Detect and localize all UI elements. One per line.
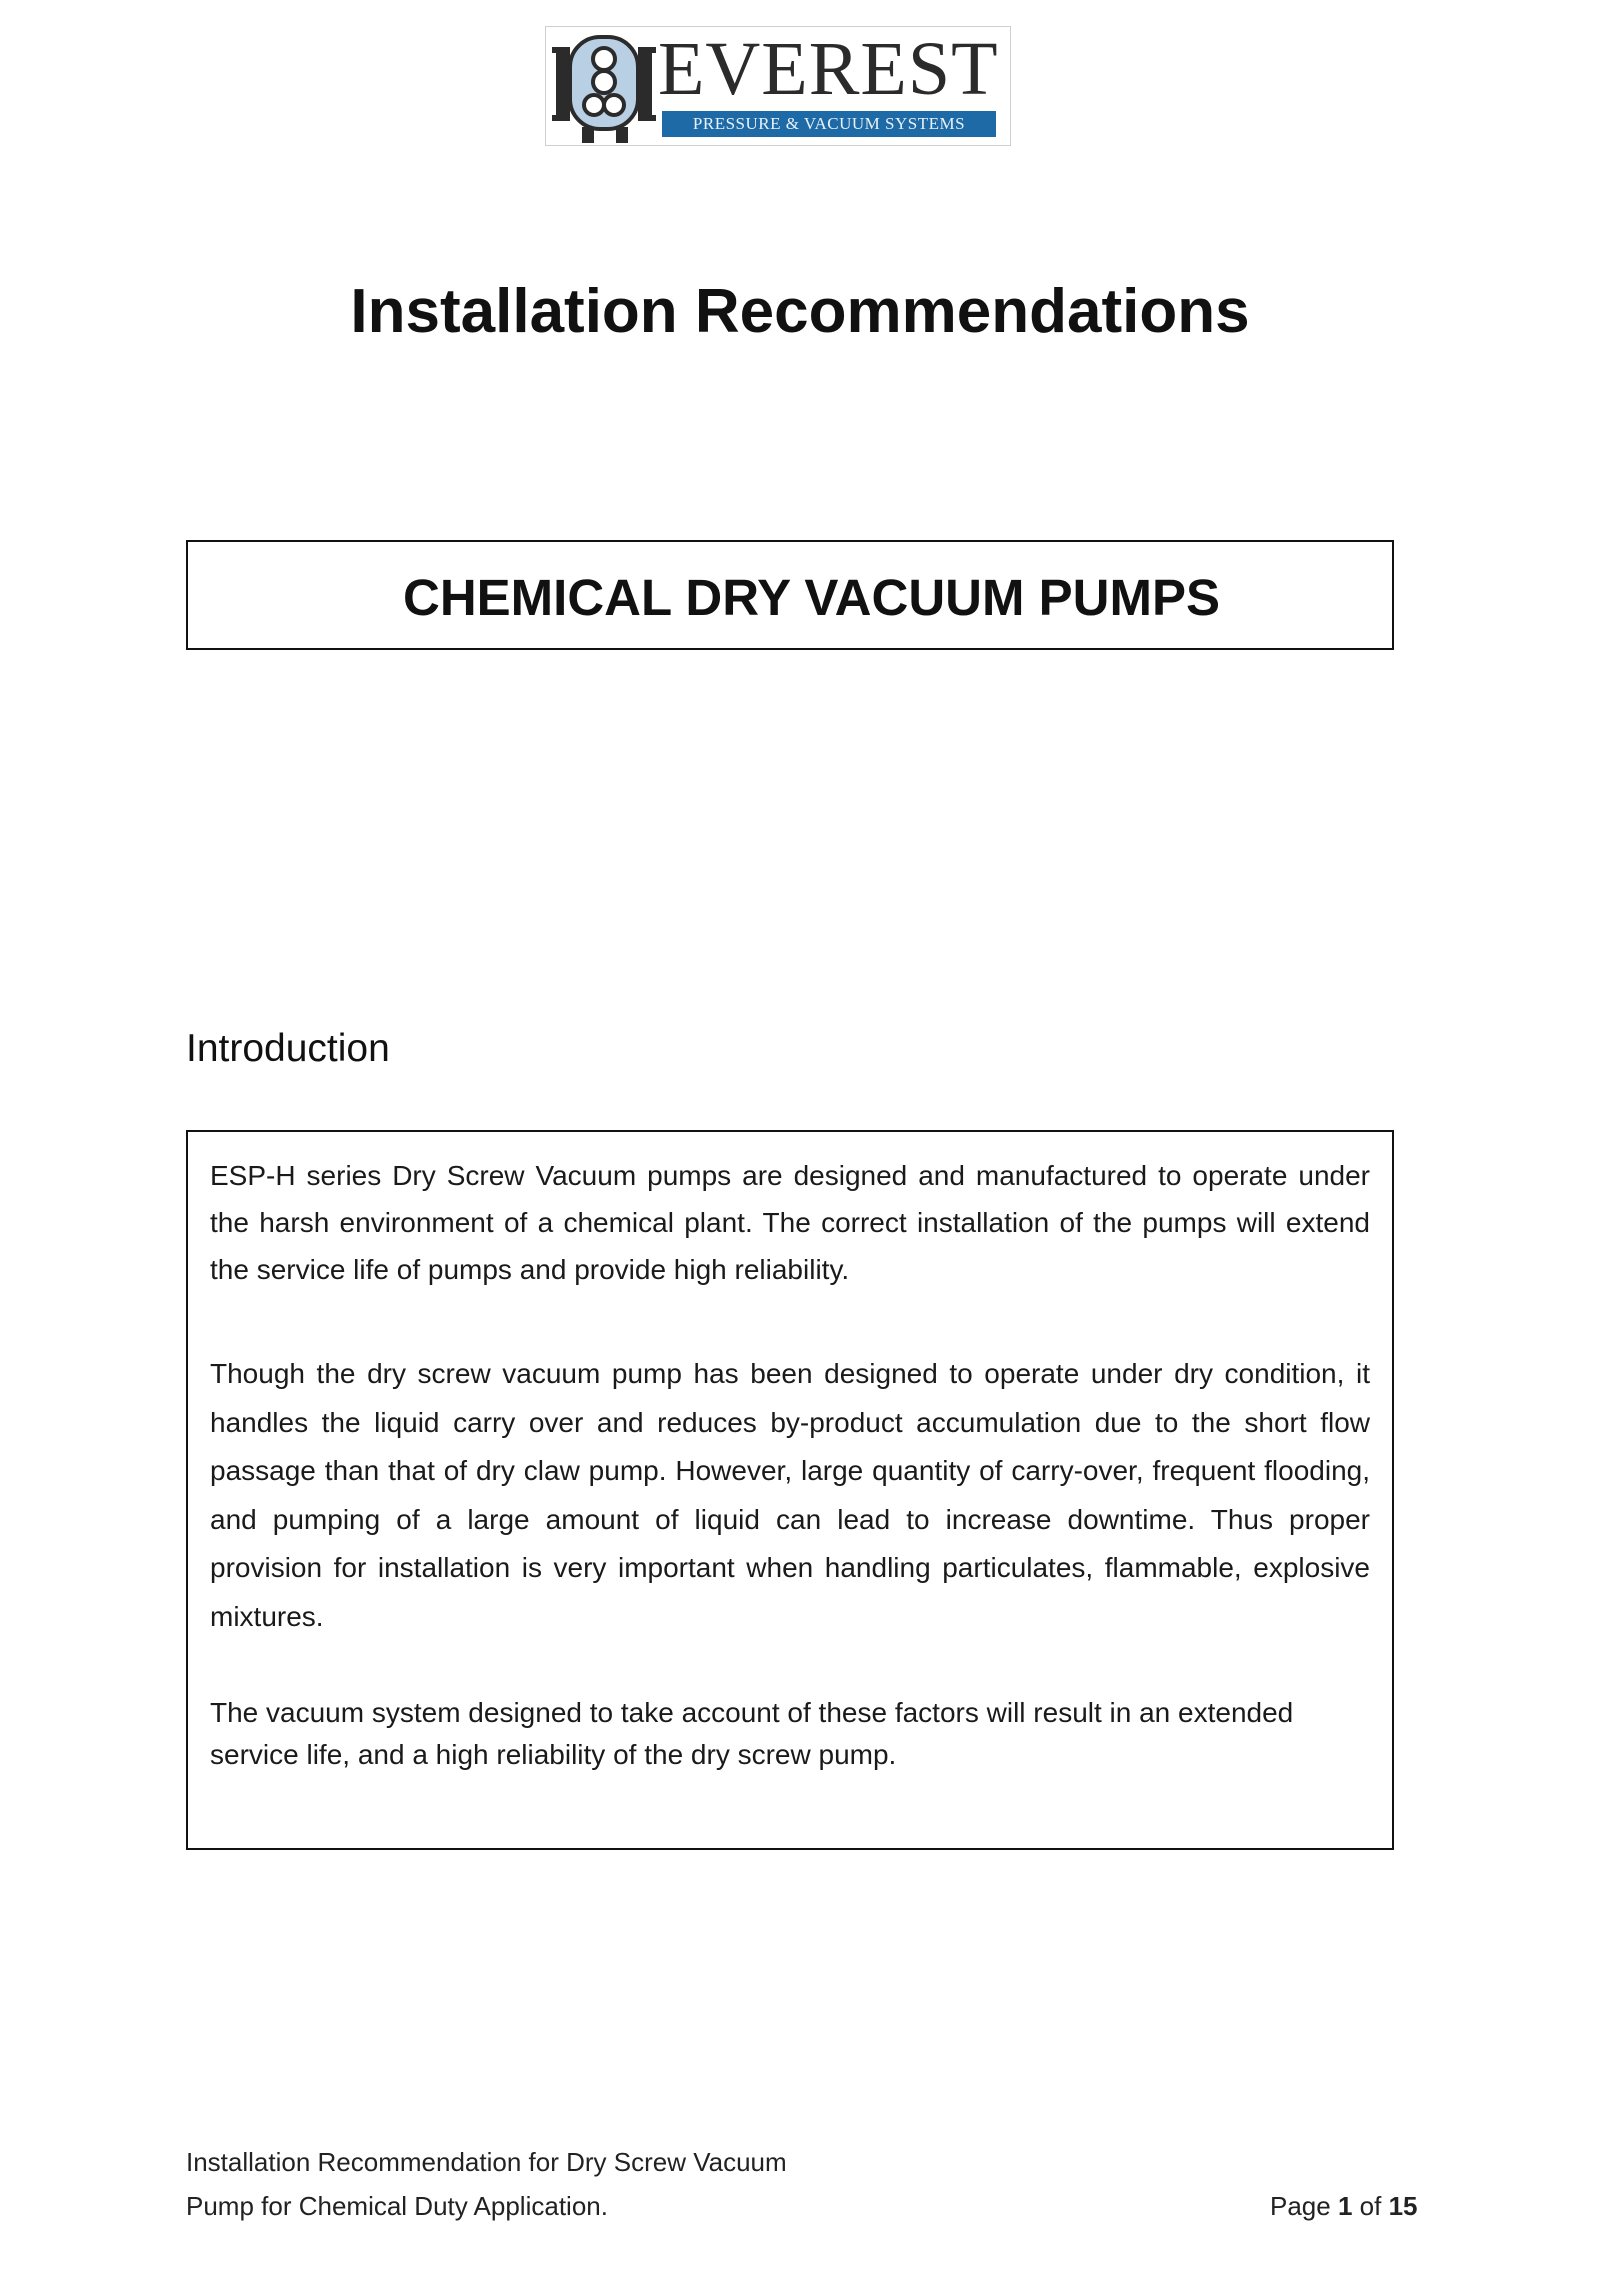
page-current: 1 <box>1337 2191 1353 2221</box>
category-title: CHEMICAL DRY VACUUM PUMPS <box>403 569 1220 626</box>
page-footer <box>186 2140 1426 2240</box>
page-total: 15 <box>1388 2191 1418 2221</box>
pump-emblem-icon <box>546 27 658 145</box>
page-label: Page <box>1270 2191 1331 2221</box>
logo-tagline: PRESSURE & VACUUM SYSTEMS <box>662 111 996 137</box>
intro-paragraph-3: The vacuum system designed to take account of these factors will result in an extended service life, and a high reliability of the dry screw pump. <box>210 1697 1294 1770</box>
page-number <box>1270 2184 1418 2228</box>
category-banner <box>186 540 1394 650</box>
company-logo <box>545 26 1011 146</box>
footer-doc-title-line-2: Pump for Chemical Duty Application. <box>186 2191 608 2221</box>
intro-paragraph-2: Though the dry screw vacuum pump has been designed to operate under dry condition, it handles the liquid carry over and reduces by-product accumulation due to the short flow passage than that of dry claw pump. However, large quantity of carry-over, frequent flooding, and pumping of a large amount of liquid can lead to increase downtime. Thus proper provision for installation is very important when handling particulates, flammable, explosive mixtures. <box>210 1358 1370 1632</box>
document-title: Installation Recommendations <box>350 277 1250 346</box>
intro-paragraph-1: ESP-H series Dry Screw Vacuum pumps are designed and manufactured to operate under the harsh environment of a chemical plant. The correct installation of the pumps will extend the service life of pumps and provide high reliability. <box>210 1160 1370 1285</box>
section-heading-introduction: Introduction <box>186 1027 390 1070</box>
logo-brand-text: EVEREST <box>658 27 999 111</box>
page-of-label: of <box>1359 2191 1382 2221</box>
footer-doc-title-line-1: Installation Recommendation for Dry Screw Vacuum <box>186 2147 787 2177</box>
introduction-box <box>186 1130 1394 1850</box>
